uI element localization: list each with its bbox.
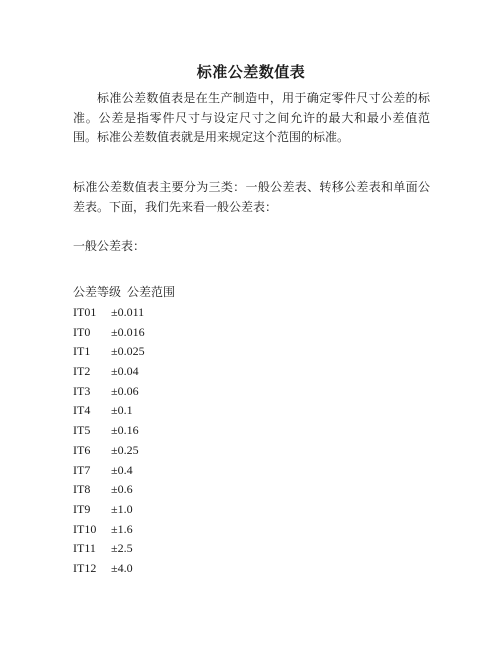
table-row [73,303,175,323]
table-header [73,282,175,303]
range-cell: ±1.6 [111,521,133,536]
grade-cell: IT2 [73,364,91,379]
grade-cell: IT01 [73,305,97,319]
range-cell: ±4.0 [111,560,133,575]
table-row [73,342,175,362]
range-cell: ±0.06 [111,383,139,398]
range-cell: ±0.4 [111,462,133,477]
grade-cell: IT7 [73,462,91,477]
table-row [73,461,175,481]
header-range: 公差范围 [127,285,176,299]
grade-cell: IT0 [73,324,91,339]
types-paragraph: 标准公差数值表主要分为三类：一般公差表、转移公差表和单面公差表。下面，我们先来看一般公差表： [73,180,430,214]
header-grade: 公差等级 [73,285,122,299]
grade-cell: IT5 [73,423,91,438]
range-cell: ±0.016 [111,324,145,339]
grade-cell: IT9 [73,501,91,516]
table-row [73,362,175,382]
range-cell: ±0.1 [111,403,133,418]
grade-cell: IT11 [73,541,96,556]
tolerance-table [73,282,175,579]
page-title: 标准公差数值表 [196,63,306,81]
table-body [73,303,175,579]
range-cell: ±1.0 [111,501,133,516]
table-row [73,500,175,520]
table-row [73,539,175,559]
range-cell: ±0.6 [111,482,133,497]
grade-cell: IT6 [73,442,91,457]
table-row [73,323,175,343]
table-row [73,401,175,421]
grade-cell: IT4 [73,403,91,418]
table-row [73,559,175,579]
table-row [73,480,175,500]
section-heading: 一般公差表： [73,239,146,253]
table-row [73,520,175,540]
range-cell: ±2.5 [111,541,133,556]
table-row [73,441,175,461]
grade-cell: IT8 [73,482,91,497]
intro-paragraph: 标准公差数值表是在生产制造中，用于确定零件尺寸公差的标准。公差是指零件尺寸与设定尺寸之间允许的最大和最小差值范围。标准公差数值表就是用来规定这个范围的标准。 [73,91,430,144]
grade-cell: IT12 [73,560,97,575]
table-row [73,421,175,441]
grade-cell: IT3 [73,383,91,398]
grade-cell: IT10 [73,521,97,536]
table-row [73,382,175,402]
range-cell: ±0.011 [111,305,145,319]
grade-cell: IT1 [73,344,91,359]
range-cell: ±0.16 [111,423,139,438]
range-cell: ±0.025 [111,344,145,359]
range-cell: ±0.04 [111,364,139,379]
range-cell: ±0.25 [111,442,139,457]
